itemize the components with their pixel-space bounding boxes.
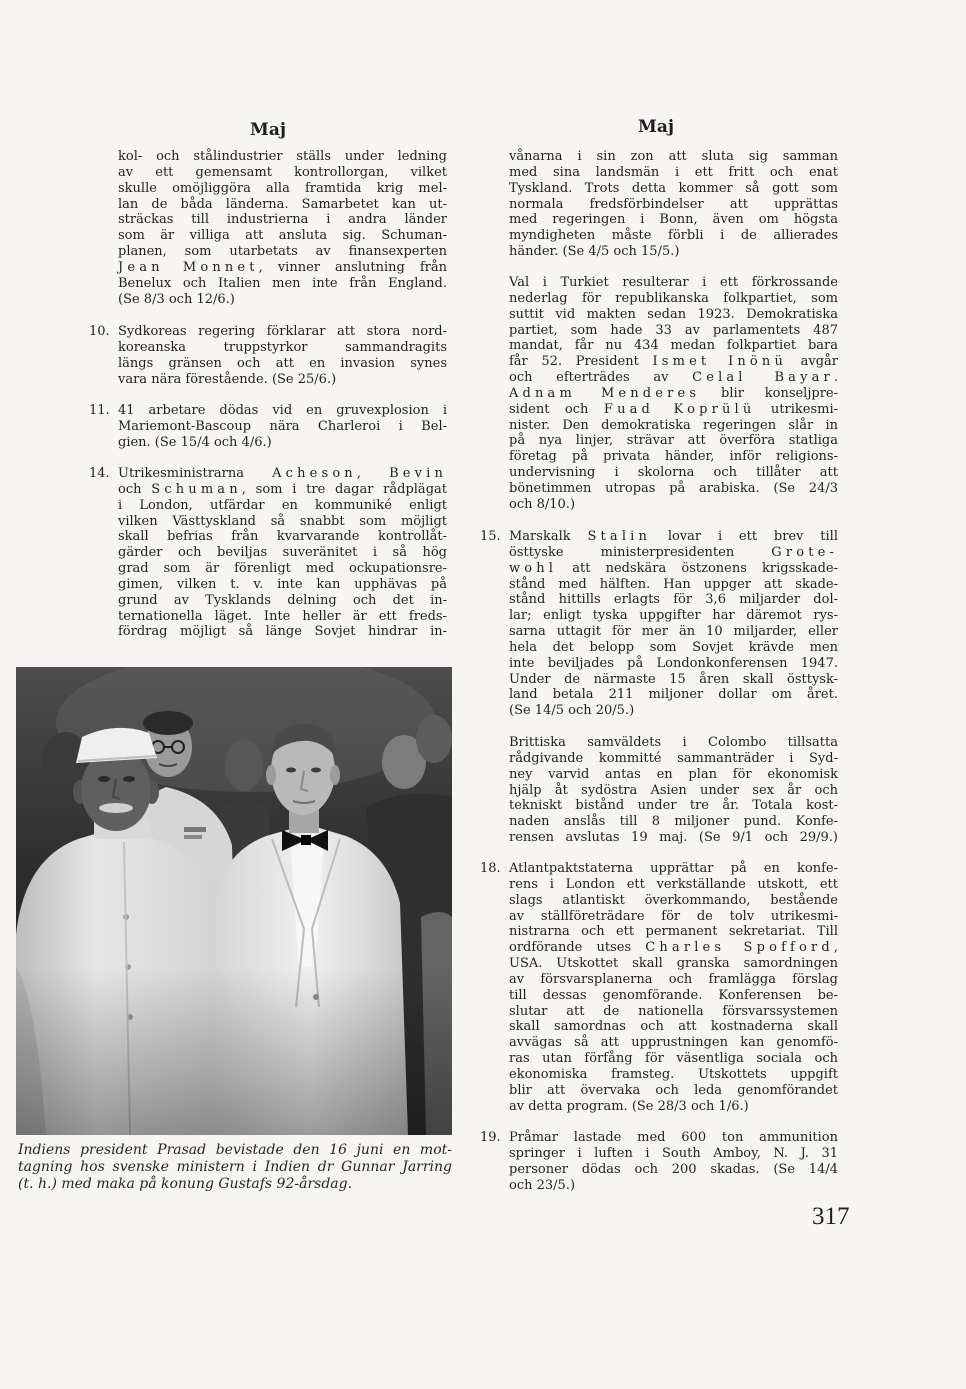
spaced-name: Fuad Koprülü xyxy=(603,401,756,417)
left-month-header: Maj xyxy=(250,120,286,140)
text-line: rens i London ett verkställande utskott, ett xyxy=(509,876,838,892)
text-run: får 52. President xyxy=(509,354,653,370)
text-run: och xyxy=(118,481,152,497)
text-line: normala fredsförbindelser att upprättas xyxy=(509,196,838,212)
photo-shadow xyxy=(16,967,452,1135)
text-line: av ett gemensamt kontrollorgan, vilket xyxy=(118,164,447,180)
text-line: händer. (Se 4/5 och 15/5.) xyxy=(509,244,680,260)
entry-text xyxy=(509,735,838,846)
text-line: blir att övervaka och leda genomförandet xyxy=(509,1082,838,1098)
text-line: springer i luften i South Amboy, N. J. 31 xyxy=(509,1145,838,1161)
entry-date: 19. xyxy=(480,1130,501,1145)
text-line xyxy=(509,561,838,577)
text-line: slags atlantiskt överkommando, bestående xyxy=(509,892,838,908)
entry-date: 14. xyxy=(89,466,110,481)
text-line: 41 arbetare dödas vid en gruvexplosion i xyxy=(118,403,447,418)
entry-text xyxy=(509,275,838,513)
text-run: och efterträdes av xyxy=(509,370,693,386)
text-line: skall samordnas och att kostnaderna skall xyxy=(509,1019,838,1035)
text-line: av ställföreträdare för de tolv utrikesmi- xyxy=(509,908,838,924)
text-line: sarna uttagit för mer än 10 miljarder, eller xyxy=(509,624,838,640)
text-line: sträckas till industrierna i andra länder xyxy=(118,212,447,228)
spaced-name: Stalin xyxy=(587,529,651,544)
text-line xyxy=(118,466,447,482)
text-line: lan de båda länderna. Samarbetet kan ut- xyxy=(118,196,447,212)
text-line: av försvarsplanerna och framlägga förslag xyxy=(509,971,838,987)
text-line: avvägas så att upprustningen kan genomfö- xyxy=(509,1035,838,1051)
spaced-name: Adnam Menderes xyxy=(509,385,701,401)
entry-day-11 xyxy=(89,403,447,451)
entry-day-19 xyxy=(480,1130,838,1193)
text-line: och 23/5.) xyxy=(509,1177,576,1193)
text-line xyxy=(509,370,838,386)
entry-colombo-plan xyxy=(509,735,838,846)
entry-text xyxy=(118,149,447,307)
text-line: personer dödas och 200 skadas. (Se 14/4 xyxy=(509,1161,838,1177)
text-line: ekonomiska framsteg. Utskottets uppgift xyxy=(509,1066,838,1082)
entry-continuation-germany xyxy=(509,149,838,260)
text-line: nederlag för republikanska folkpartiet, som xyxy=(509,290,838,306)
entry-text xyxy=(509,1130,838,1193)
text-line: kol- och stålindustrier ställs under ledning xyxy=(118,149,447,164)
text-line xyxy=(509,386,838,402)
text-line: ney varvid antas en plan för ekonomisk xyxy=(509,766,838,782)
text-line: skall befrias från kvarvarande kontrollåt- xyxy=(118,529,447,545)
text-line: och 8/10.) xyxy=(509,496,576,512)
text-line: Val i Turkiet resulterar i ett förkrossande xyxy=(509,275,838,290)
text-run: blir konseljpre- xyxy=(700,385,838,401)
text-line: naden anslås till 8 miljoner pund. Konfe- xyxy=(509,814,838,830)
text-line: tagning hos svenske ministern i Indien dr Gunnar Jarring xyxy=(18,1159,452,1175)
entry-day-18 xyxy=(480,861,838,1115)
entry-day-10 xyxy=(89,324,447,387)
text-line: gimen, vilken t. v. inte kan upphävas på xyxy=(118,576,447,592)
text-run: utrikesmi- xyxy=(755,401,838,417)
entry-text xyxy=(118,324,447,387)
entry-text xyxy=(509,861,838,1115)
text-line: på nya linjer, strävar att överföra statliga xyxy=(509,433,838,449)
text-run: ordförande utses xyxy=(509,940,646,956)
text-line: Tyskland. Trots detta kommer så gott som xyxy=(509,180,838,196)
spaced-name: Celal Bayar xyxy=(692,370,834,386)
text-line xyxy=(118,482,447,498)
text-run: lovar i ett brev till xyxy=(650,529,838,544)
text-line: som är villiga att ansluta sig. Schuman- xyxy=(118,228,447,244)
entry-turkey-election xyxy=(509,275,838,513)
text-run: , xyxy=(833,940,838,956)
text-line: vilken Västtyskland så snabbt som möjligt xyxy=(118,513,447,529)
text-line: Indiens president Prasad bevistade den 16 juni en mot- xyxy=(18,1142,452,1158)
right-month-header: Maj xyxy=(638,117,674,137)
text-line: (Se 8/3 och 12/6.) xyxy=(118,291,235,307)
text-line: grad som är förenligt med ockupationsre- xyxy=(118,561,447,577)
text-run: , vinner anslutning från xyxy=(258,259,447,275)
entry-text xyxy=(509,149,838,260)
text-line xyxy=(509,940,838,956)
text-line: i London, utfärdar en kommuniké enligt xyxy=(118,497,447,513)
text-line: Pråmar lastade med 600 ton ammunition xyxy=(509,1130,838,1145)
spaced-name: Charles Spofford xyxy=(645,940,834,956)
text-line: grund av Tysklands delning och det in- xyxy=(118,592,447,608)
text-line: tekniskt bistånd under tre år. Totala kost- xyxy=(509,798,838,814)
text-line: fördrag möjligt så länge Sovjet hindrar in- xyxy=(118,624,447,640)
entry-date: 15. xyxy=(480,529,501,544)
text-line: nister. Den demokratiska regeringen slår in xyxy=(509,417,838,433)
text-line: bönetimmen utropas på arabiska. (Se 24/3 xyxy=(509,480,838,496)
text-line: undervisning i skolorna och tillåter att xyxy=(509,465,838,481)
text-line: USA. Utskottet skall granska samordningen xyxy=(509,956,838,972)
text-line: till dessas genomförande. Konferensen be- xyxy=(509,987,838,1003)
text-run: . xyxy=(833,370,839,386)
text-line: slutar att de nationella försvarssystemen xyxy=(509,1003,838,1019)
entry-continuation-schuman-plan xyxy=(118,149,447,307)
text-line: nistrarna och ett permanent sekretariat. Till xyxy=(509,924,838,940)
caption-text xyxy=(18,1142,452,1193)
text-line: Brittiska samväldets i Colombo tillsatta xyxy=(509,735,838,750)
spaced-name: wohl xyxy=(509,560,558,576)
text-line: lar; enligt tyska uppgifter har däremot rys- xyxy=(509,608,838,624)
text-line: vånarna i sin zon att sluta sig samman xyxy=(509,149,838,164)
text-line xyxy=(509,402,838,418)
text-line: rådgivande kommitté sammanträder i Syd- xyxy=(509,750,838,766)
text-line: ras utan förfång för väsentliga sociala och xyxy=(509,1051,838,1067)
entry-day-14 xyxy=(89,466,447,640)
text-line: (t. h.) med maka på konung Gustafs 92-årsdag. xyxy=(18,1176,353,1192)
spaced-name: Bevin xyxy=(389,466,447,481)
text-line: vara nära förestående. (Se 25/6.) xyxy=(118,371,337,387)
text-line: Atlantpaktstaterna upprättar på en konfe- xyxy=(509,861,838,876)
entry-text xyxy=(118,466,447,640)
photo-caption xyxy=(18,1142,452,1193)
text-line: (Se 14/5 och 20/5.) xyxy=(509,703,635,719)
text-run: sident och xyxy=(509,401,604,417)
text-line: skulle omöjliggöra alla framtida krig mel- xyxy=(118,180,447,196)
spaced-name: Ismet Inönü xyxy=(652,354,787,370)
text-line: ternationella läget. Inte heller är ett freds- xyxy=(118,608,447,624)
text-line: företag på privata händer, inför religions- xyxy=(509,449,838,465)
text-line: Mariemont-Bascoup nära Charleroi i Bel- xyxy=(118,418,447,434)
entry-day-15 xyxy=(480,529,838,719)
photo-image xyxy=(16,667,452,1135)
text-line: partiet, som hade 33 av parlamentets 487 xyxy=(509,322,838,338)
entry-date: 18. xyxy=(480,861,501,876)
spaced-name: Schuman xyxy=(151,481,242,497)
text-line: hela det belopp som Sovjet krävde men xyxy=(509,639,838,655)
entry-date: 11. xyxy=(89,403,110,418)
text-line: stånd hittills erlagts för 3,6 miljarder dol- xyxy=(509,592,838,608)
text-line: hjälp åt sydöstra Asien under sex år och xyxy=(509,782,838,798)
spaced-name: Acheson xyxy=(272,466,357,481)
text-line: inte beviljades på Londonkonferensen 1947. xyxy=(509,655,838,671)
text-line: koreanska truppstyrkor sammandragits xyxy=(118,339,447,355)
spaced-name: Grote- xyxy=(771,544,838,560)
text-line: land betala 211 miljoner dollar om året. xyxy=(509,687,838,703)
text-line: gärder och beviljas suveränitet i så hög xyxy=(118,545,447,561)
text-line: mandat, får nu 434 medan folkpartiet bara xyxy=(509,338,838,354)
text-line: med sina landsmän i ett fritt och enat xyxy=(509,164,838,180)
text-line: med regeringen i Bonn, även om högsta xyxy=(509,212,838,228)
text-line: stånd med hälften. Han uppger att skade- xyxy=(509,576,838,592)
text-line: suttit vid makten sedan 1923. Demokratiska xyxy=(509,306,838,322)
text-run: , xyxy=(356,466,390,481)
page-number: 317 xyxy=(812,1203,850,1230)
text-line: myndigheten måste förbli i de allierades xyxy=(509,228,838,244)
text-line: av detta program. (Se 28/3 och 1/6.) xyxy=(509,1098,749,1114)
text-run: avgår xyxy=(786,354,838,370)
entry-text xyxy=(509,529,838,719)
spaced-name: Jean Monnet xyxy=(118,259,259,275)
text-line: planen, som utarbetats av finansexperten xyxy=(118,244,447,260)
text-line: gien. (Se 15/4 och 4/6.) xyxy=(118,434,272,450)
text-line: Under de närmaste 15 åren skall östtysk- xyxy=(509,671,838,687)
text-line xyxy=(509,354,838,370)
photo-reception xyxy=(16,667,452,1135)
text-line: Benelux och Italien men inte från England. xyxy=(118,275,447,291)
entry-text xyxy=(118,403,447,451)
text-run: , som i tre dagar rådplägat xyxy=(241,481,447,497)
text-line xyxy=(509,529,838,545)
text-line: rensen avslutas 19 maj. (Se 9/1 och 29/9.) xyxy=(509,830,838,846)
entry-date: 10. xyxy=(89,324,110,339)
text-run: östtyske ministerpresidenten xyxy=(509,544,772,560)
text-run: Utrikesministrarna xyxy=(118,466,273,481)
text-line xyxy=(509,545,838,561)
text-line xyxy=(118,260,447,276)
text-run: att nedskära östzonens krigsskade- xyxy=(557,560,838,576)
text-line: Sydkoreas regering förklarar att stora nord- xyxy=(118,324,447,339)
text-line: längs gränsen och att en invasion synes xyxy=(118,355,447,371)
text-run: Marskalk xyxy=(509,529,588,544)
